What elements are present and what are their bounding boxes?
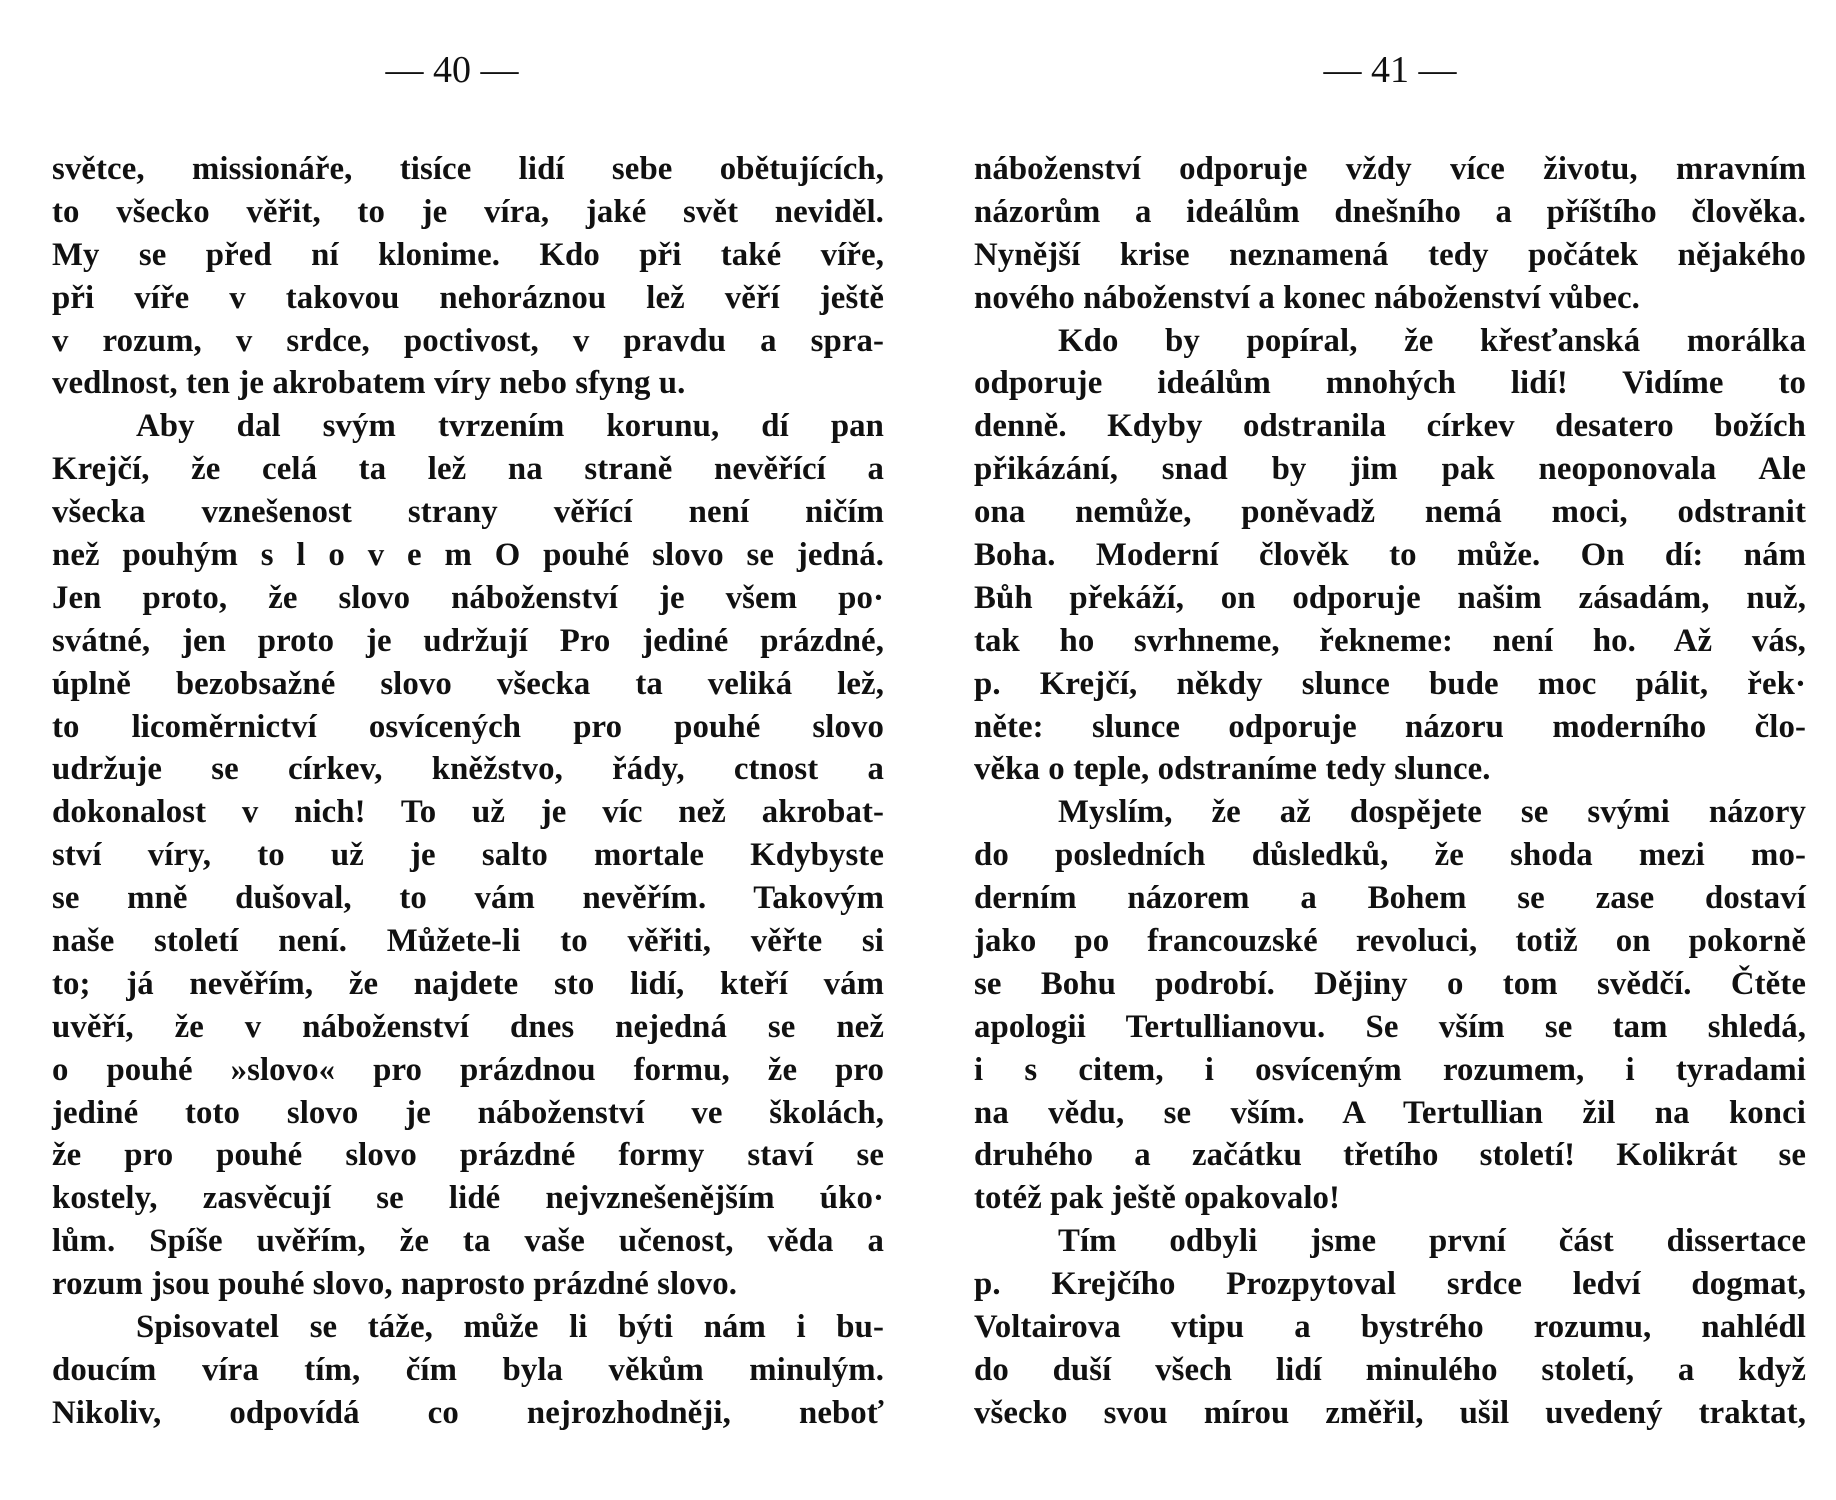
text-line: druhého a začátku třetího století! Kolikrát se: [974, 1137, 1806, 1174]
text-line: Nynější krise neznamená tedy počátek nějakého: [974, 236, 1806, 273]
text-line: jako po francouzské revoluci, totiž on pokorně: [974, 923, 1806, 960]
text-line: My se před ní klonime. Kdo při také víře,: [52, 236, 884, 273]
text-line: Kdo by popíral, že křesťanská morálka: [1058, 322, 1806, 359]
text-line: než pouhým s l o v e m O pouhé slovo se jedná.: [52, 537, 884, 574]
text-line: o pouhé »slovo« pro prázdnou formu, že pro: [52, 1051, 884, 1088]
text-line: svátné, jen proto je udržují Pro jediné prázdné,: [52, 622, 884, 659]
text-line: ona nemůže, poněvadž nemá moci, odstranit: [974, 494, 1806, 531]
text-line: vedlnost, ten je akrobatem víry nebo sfyng u.: [52, 365, 686, 402]
text-line: se mně dušoval, to vám nevěřím. Takovým: [52, 880, 884, 917]
text-line: světce, missionáře, tisíce lidí sebe obětujících,: [52, 151, 884, 187]
text-line: lům. Spíše uvěřím, že ta vaše učenost, věda a: [52, 1223, 884, 1260]
text-line: Voltairova vtipu a bystrého rozumu, nahlédl: [974, 1309, 1806, 1346]
text-line: Tím odbyli jsme první část dissertace: [1058, 1223, 1806, 1260]
text-line: při víře v takovou nehoráznou lež věří ještě: [52, 279, 884, 316]
text-line: se Bohu podrobí. Dějiny o tom svědčí. Čtěte: [974, 965, 1806, 1002]
page-number: — 41 —: [1323, 49, 1457, 91]
left-page: [52, 0, 884, 1500]
text-line: Bůh překáží, on odporuje našim zásadám, nuž,: [974, 579, 1806, 616]
text-line: názorům a ideálům dnešního a příštího člověka.: [974, 193, 1806, 230]
text-line: Krejčí, že celá ta lež na straně nevěřící a: [52, 451, 884, 488]
text-line: doucím víra tím, čím byla věkům minulým.: [52, 1351, 884, 1388]
text-line: apologii Tertullianovu. Se vším se tam shledá,: [974, 1008, 1806, 1045]
text-line: přikázání, snad by jim pak neoponovala Ale: [974, 451, 1806, 488]
text-line: tak ho svrhneme, řekneme: není ho. Až vás,: [974, 622, 1806, 659]
text-line: kostely, zasvěcují se lidé nejvznešenějším úko·: [52, 1180, 884, 1217]
text-line: Boha. Moderní člověk to může. On dí: nám: [974, 537, 1806, 574]
text-line: všecka vznešenost strany věřící není ničím: [52, 494, 884, 531]
text-line: rozum jsou pouhé slovo, naprosto prázdné slovo.: [52, 1266, 738, 1303]
right-page: [974, 0, 1806, 1500]
text-line: to všecko věřit, to je víra, jaké svět neviděl.: [52, 193, 884, 230]
text-line: nového náboženství a konec náboženství vůbec.: [974, 279, 1640, 316]
page-text: [974, 148, 1806, 1435]
text-line: derním názorem a Bohem se zase dostaví: [974, 880, 1806, 917]
text-line: to; já nevěřím, že najdete sto lidí, kteří vám: [52, 965, 884, 1002]
text-line: Nikoliv, odpovídá co nejrozhodněji, neboť: [52, 1394, 884, 1431]
text-line: i s citem, i osvíceným rozumem, i tyradami: [974, 1051, 1806, 1088]
text-line: Aby dal svým tvrzením korunu, dí pan: [136, 408, 884, 445]
text-line: naše století není. Můžete-li to věřiti, věřte si: [52, 923, 884, 960]
text-line: něte: slunce odporuje názoru moderního člo-: [974, 708, 1806, 745]
text-line: uvěří, že v náboženství dnes nejedná se než: [52, 1008, 884, 1045]
text-line: p. Krejčí, někdy slunce bude moc pálit, řek·: [974, 665, 1806, 702]
text-line: denně. Kdyby odstranila církev desatero božích: [974, 408, 1806, 445]
text-line: úplně bezobsažné slovo všecka ta veliká lež,: [52, 665, 884, 702]
text-line: na vědu, se vším. A Tertullian žil na konci: [974, 1094, 1806, 1131]
text-line: p. Krejčího Prozpytoval srdce ledví dogmat,: [974, 1266, 1806, 1303]
text-line: náboženství odporuje vždy více životu, mravním: [974, 151, 1806, 187]
text-line: jediné toto slovo je náboženství ve školách,: [52, 1094, 884, 1131]
text-line: dokonalost v nich! To už je víc než akrobat-: [52, 794, 884, 831]
text-line: odporuje ideálům mnohých lidí! Vidíme to: [974, 365, 1806, 402]
text-line: v rozum, v srdce, poctivost, v pravdu a spra-: [52, 322, 884, 359]
text-line: do duší všech lidí minulého století, a když: [974, 1351, 1806, 1388]
text-line: to licoměrnictví osvícených pro pouhé slovo: [52, 708, 884, 745]
text-line: všecko svou mírou změřil, ušil uvedený traktat,: [974, 1394, 1806, 1431]
page-number: — 40 —: [385, 49, 519, 91]
text-line: věka o teple, odstraníme tedy slunce.: [974, 751, 1491, 788]
text-line: totéž pak ještě opakovalo!: [974, 1180, 1341, 1217]
text-line: do posledních důsledků, že shoda mezi mo-: [974, 837, 1806, 874]
text-line: že pro pouhé slovo prázdné formy staví se: [52, 1137, 884, 1174]
page-text: [52, 148, 884, 1435]
text-line: Jen proto, že slovo náboženství je všem po·: [52, 579, 884, 616]
text-line: Spisovatel se táže, může li býti nám i bu-: [136, 1309, 884, 1346]
text-line: Myslím, že až dospějete se svými názory: [1058, 794, 1806, 831]
text-line: ství víry, to už je salto mortale Kdybyste: [52, 837, 884, 874]
text-line: udržuje se církev, kněžstvo, řády, ctnost a: [52, 751, 884, 788]
